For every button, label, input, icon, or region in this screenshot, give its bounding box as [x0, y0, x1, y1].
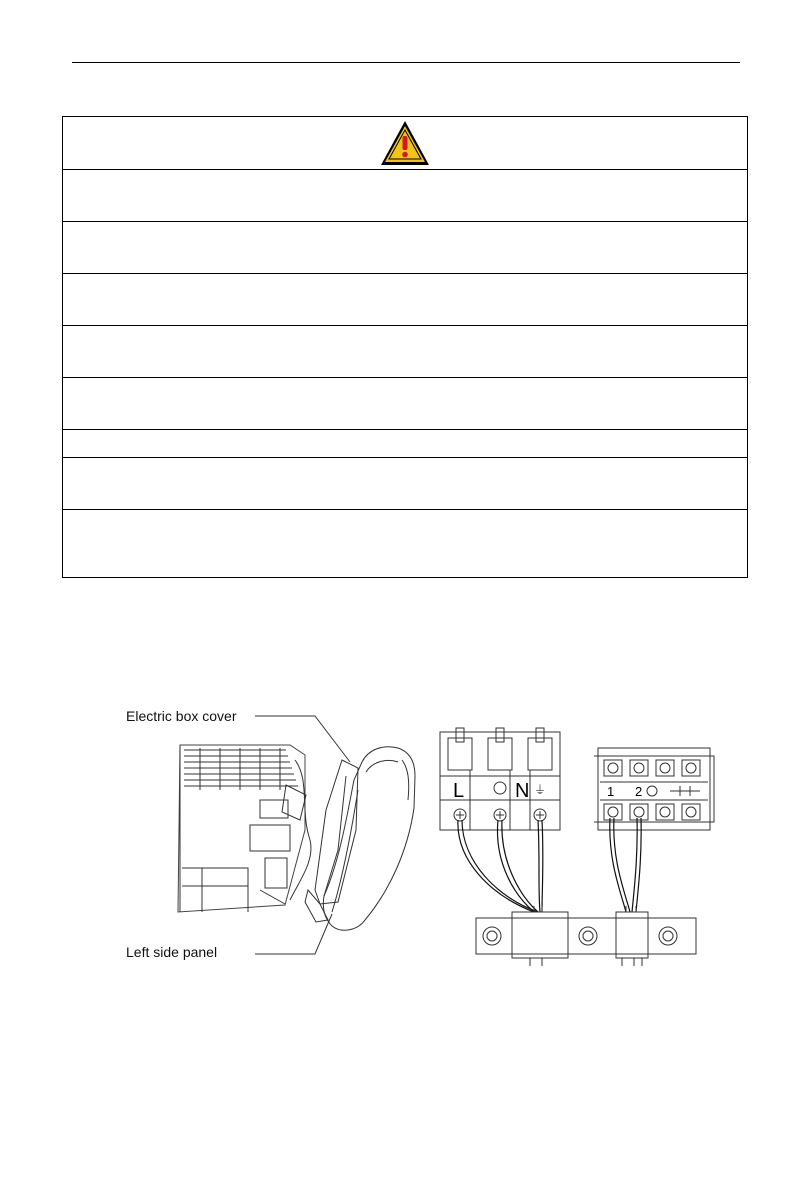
leader-line-left-side-panel [255, 914, 332, 954]
electric-box-cover-illustration [305, 760, 358, 922]
terminal-bar [476, 906, 696, 966]
wiring-diagram [110, 690, 720, 980]
terminal-label-l: L [453, 780, 465, 802]
callout-electric-box-cover: Electric box cover [126, 708, 237, 724]
terminal-label-2: 2 [635, 784, 643, 799]
warning-row [63, 377, 747, 429]
warning-row [63, 325, 747, 377]
warning-row [63, 509, 747, 577]
warning-header-cell [63, 117, 747, 169]
terminal-labels [453, 780, 642, 802]
terminal-label-earth: ⏚ [534, 783, 547, 797]
terminal-label-1: 1 [607, 784, 615, 799]
wires [458, 818, 641, 912]
warning-row [63, 169, 747, 221]
terminal-label-n: N [515, 780, 530, 802]
warning-row [63, 457, 747, 509]
header-rule [72, 62, 740, 63]
warning-row [63, 221, 747, 273]
callout-left-side-panel: Left side panel [126, 944, 218, 960]
warning-row [63, 273, 747, 325]
power-terminal-block [440, 728, 560, 830]
warning-table [62, 116, 748, 578]
indoor-unit-illustration [178, 745, 311, 912]
warning-triangle-icon [379, 119, 431, 167]
leader-line-electric-box-cover [255, 716, 350, 762]
warning-row [63, 429, 747, 457]
wiring-figure [110, 690, 720, 980]
